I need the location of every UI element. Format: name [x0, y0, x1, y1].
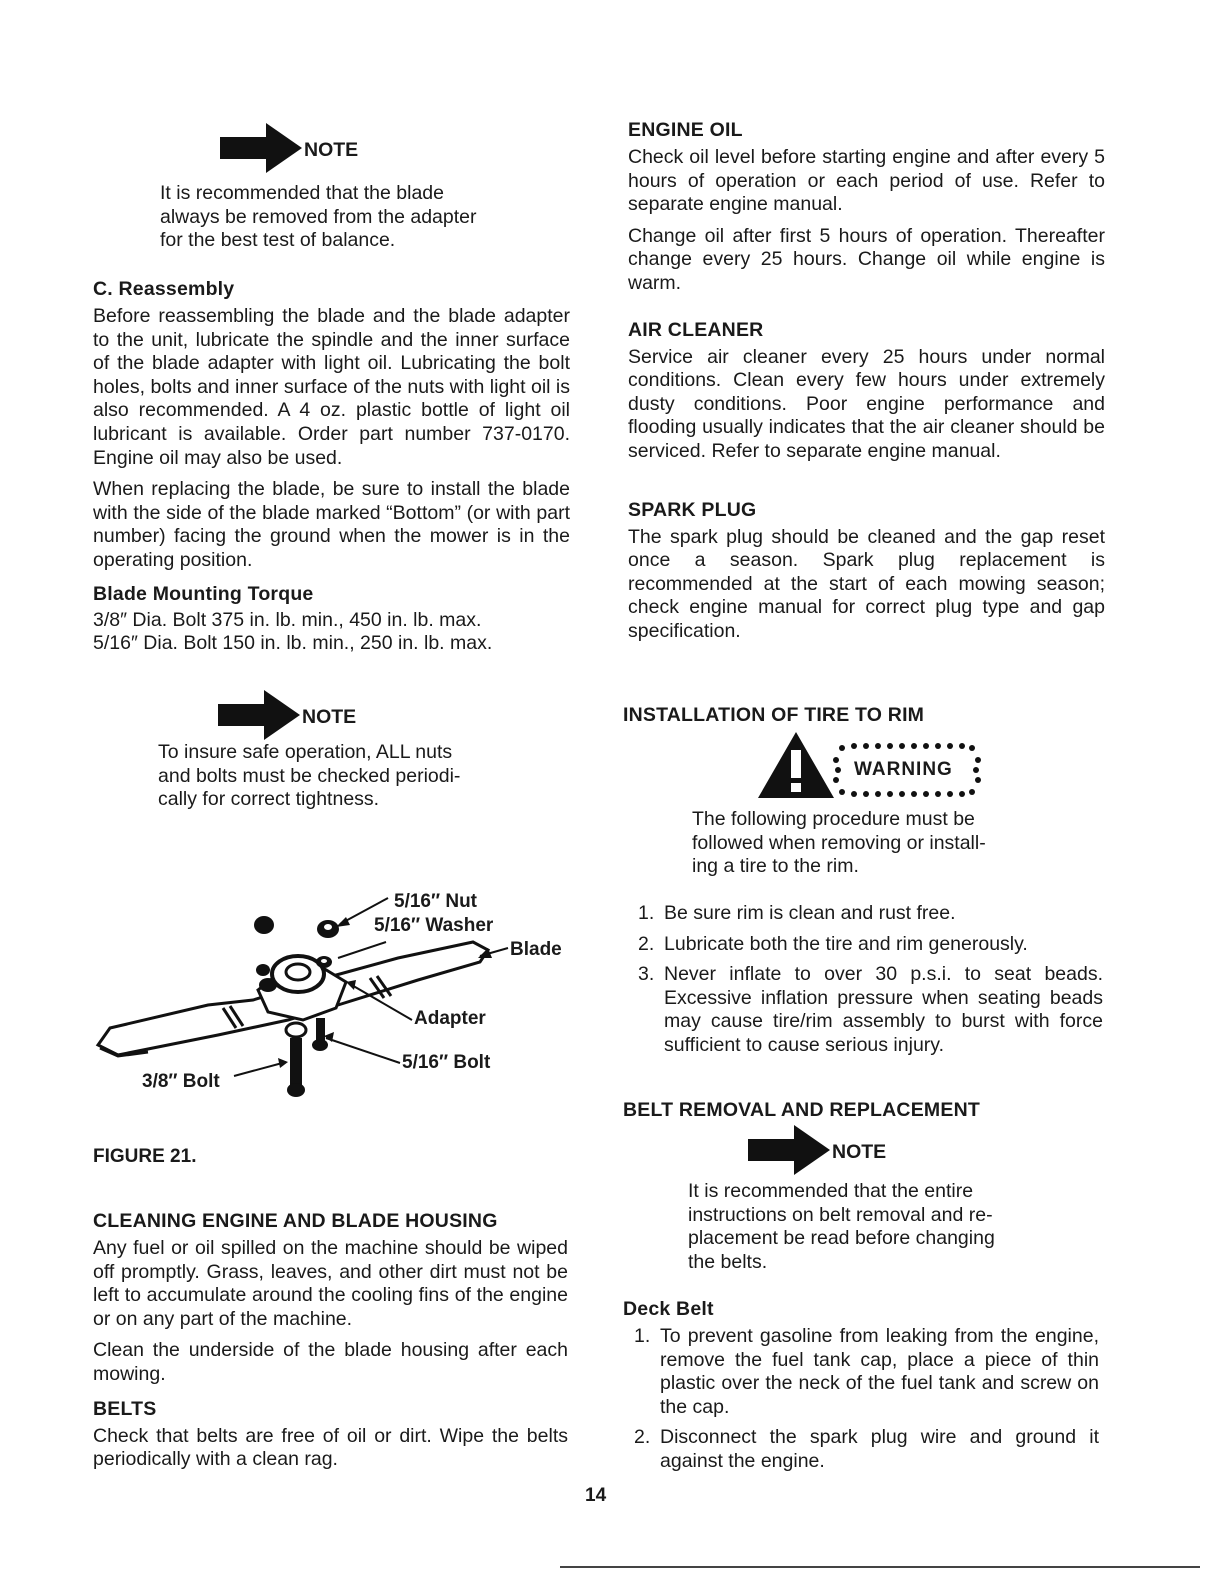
torque-title: Blade Mounting Torque	[93, 582, 314, 605]
figure-caption: FIGURE 21.	[93, 1146, 197, 1167]
cleaning-title: CLEANING ENGINE AND BLADE HOUSING	[93, 1210, 498, 1232]
list-item: 2. Disconnect the spark plug wire and ground it against the engine.	[634, 1426, 1099, 1472]
reassembly-paragraph-1: Before reassembling the blade and the blade adapter to the unit, lubricate the spindle and the inner surface of the blade adapter with light oil. Lubricating the bolt holes, bolts and inner surface of the nuts with light oil is also recommended. A 4 oz. plastic bottle of light oil lubricant is available. Order part number 737-0170. Engine oil may also be used.	[93, 305, 570, 469]
note-badge-2	[218, 690, 356, 740]
label-nut: 5/16″ Nut	[394, 891, 478, 912]
page-number: 14	[585, 1485, 607, 1506]
arrow-right-icon	[218, 690, 300, 740]
spark-plug-paragraph: The spark plug should be cleaned and the gap reset once a season. Spark plug replacement is recommended at the start of each mowing season; check engine manual for correct plug type and gap specification.	[628, 525, 1105, 642]
torque-line-1: 3/8″ Dia. Bolt 375 in. lb. min., 450 in. lb. max.	[93, 608, 482, 631]
note-badge-1	[220, 123, 358, 173]
engine-oil-title: ENGINE OIL	[628, 119, 743, 141]
belt-title: BELT REMOVAL AND REPLACEMENT	[623, 1099, 980, 1121]
tire-title: INSTALLATION OF TIRE TO RIM	[623, 704, 925, 726]
label-blade: Blade	[510, 939, 562, 960]
air-cleaner-title: AIR CLEANER	[628, 318, 764, 341]
label-bolt-516: 5/16″ Bolt	[402, 1052, 491, 1073]
note-badge-3	[748, 1125, 886, 1175]
cleaning-paragraph-1: Any fuel or oil spilled on the machine should be wiped off promptly. Grass, leaves, and other dirt must not be left to accumulate around the cooling fins of the engine or on any part of the machine.	[93, 1237, 568, 1330]
deck-belt-steps-list	[624, 1325, 1099, 1481]
list-item: 1. To prevent gasoline from leaking from the engine, remove the fuel tank cap, place a piece of thin plastic over the neck of the fuel tank and screw on the cap.	[634, 1325, 1099, 1418]
deck-belt-title: Deck Belt	[623, 1298, 714, 1320]
warning-text: The following procedure must be followed when removing or install- ing a tire to the rim.	[692, 808, 986, 878]
warning-label: WARNING	[854, 759, 953, 780]
cleaning-paragraph-2: Clean the underside of the blade housing after each mowing.	[93, 1339, 568, 1385]
bolt-38-icon	[290, 1038, 302, 1088]
list-item: 2. Lubricate both the tire and rim generously.	[638, 932, 1028, 955]
reassembly-section	[93, 277, 570, 656]
note-text-1: It is recommended that the blade always be removed from the adapter for the best test of balance.	[160, 182, 477, 252]
reassembly-paragraph-2: When replacing the blade, be sure to install the blade with the side of the blade marked “Bottom” (or with part number) facing the ground when the mower is in the operating position.	[93, 478, 570, 571]
reassembly-title: C. Reassembly	[93, 278, 235, 300]
engine-oil-paragraph-2: Change oil after first 5 hours of operation. Thereafter change every 25 hours. Change oil while engine is warm.	[628, 224, 1105, 294]
cleaning-section	[93, 1209, 568, 1472]
note-label: NOTE	[302, 705, 357, 728]
torque-line-2: 5/16″ Dia. Bolt 150 in. lb. min., 250 in. lb. max.	[93, 632, 493, 655]
spark-plug-title: SPARK PLUG	[628, 498, 757, 521]
list-item: 1. Be sure rim is clean and rust free.	[638, 902, 956, 924]
scan-rule	[560, 1566, 1200, 1568]
label-washer: 5/16″ Washer	[374, 915, 494, 936]
label-adapter: Adapter	[414, 1008, 486, 1029]
note-text-3: It is recommended that the entire instructions on belt removal and re- placement be read before changing the belts.	[688, 1180, 995, 1273]
note-label: NOTE	[304, 138, 359, 161]
engine-oil-paragraph-1: Check oil level before starting engine and after every 5 hours of operation or each period of use. Refer to separate engine manual.	[628, 146, 1105, 216]
note-label: NOTE	[832, 1140, 887, 1163]
label-bolt-38: 3/8″ Bolt	[142, 1071, 220, 1092]
washer-icon	[286, 1023, 306, 1037]
belts-paragraph: Check that belts are free of oil or dirt. Wipe the belts periodically with a clean rag.	[93, 1424, 568, 1471]
arrow-right-icon	[220, 123, 302, 173]
list-item: 3. Never inflate to over 30 p.s.i. to seat beads. Excessive inflation pressure when seating beads may cause tire/rim assembly to burst with force sufficient to cause serious injury.	[638, 963, 1103, 1056]
tire-steps-list	[628, 902, 1103, 1065]
nut-icon	[254, 916, 274, 934]
air-cleaner-paragraph: Service air cleaner every 25 hours under normal conditions. Clean every few hours under extremely dusty conditions. Poor engine performance and flooding usually indicates that the air cleaner should be serviced. Refer to separate engine manual.	[628, 345, 1105, 462]
note-text-2: To insure safe operation, ALL nuts and bolts must be checked periodi- cally for correct tightness.	[158, 741, 461, 811]
engine-oil-section	[628, 118, 1105, 644]
arrow-right-icon	[748, 1125, 830, 1175]
nut-icon	[256, 964, 270, 976]
belts-title: BELTS	[93, 1397, 157, 1420]
